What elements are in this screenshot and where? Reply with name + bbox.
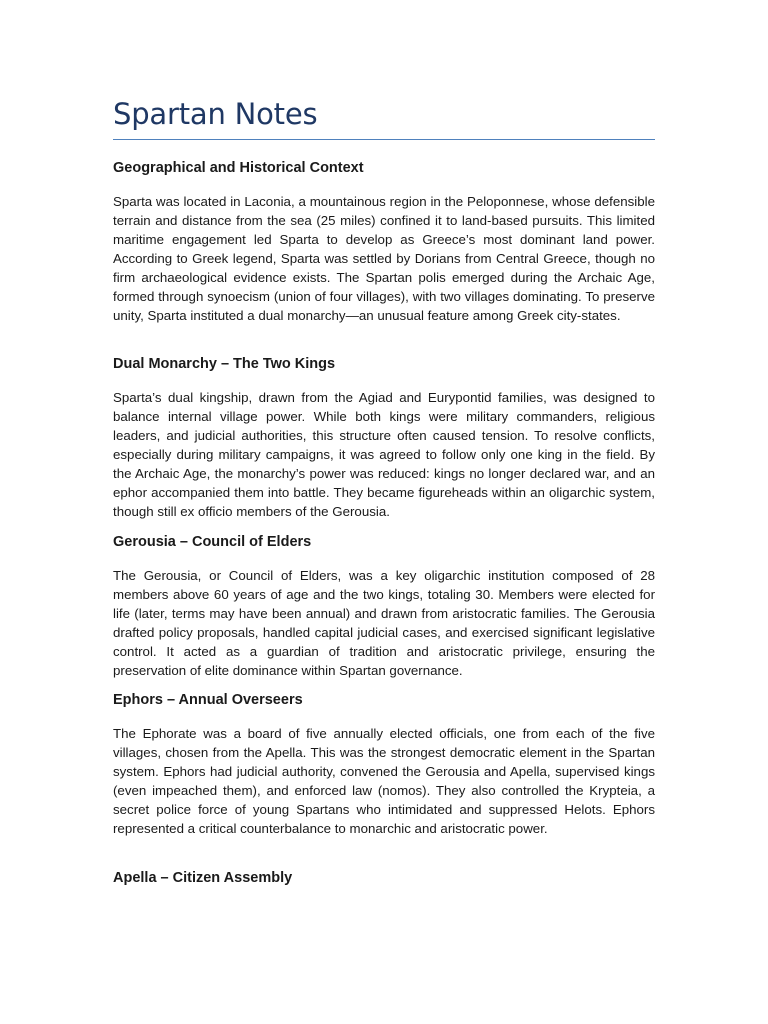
section-body-gerousia: The Gerousia, or Council of Elders, was a key oligarchic institution composed of 28 members above 60 years of age and the two kings, totaling 30. Members were elected for life (later, terms may have been annual) and drawn from aristocratic families. The Gerousia drafted policy proposals, handled capital judicial cases, and exercised significant legislative control. It acted as a guardian of tradition and aristocratic privilege, ensuring the preservation of elite dominance within Spartan governance. bbox=[113, 568, 655, 678]
section-body-ephors: The Ephorate was a board of five annually elected officials, one from each of the five villages, chosen from the Apella. This was the strongest democratic element in the Spartan system. Ephors had judicial authority, convened the Gerousia and Apella, supervised kings (even impeached them), and enforced law (nomos). They also controlled the Krypteia, a secret police force of young Spartans who intimidated and suppressed Helots. Ephors represented a critical counterbalance to monarchic and aristocratic power. bbox=[113, 726, 655, 836]
section-heading-ephors: Ephors – Annual Overseers bbox=[113, 692, 303, 708]
section-heading-apella: Apella – Citizen Assembly bbox=[113, 870, 293, 886]
title-underline-rule bbox=[113, 139, 655, 140]
document-title: Spartan Notes bbox=[113, 97, 318, 131]
section-heading-dual-monarchy: Dual Monarchy – The Two Kings bbox=[113, 356, 336, 372]
section-body-dual-monarchy: Sparta’s dual kingship, drawn from the Agiad and Eurypontid families, was designed to balance internal village power. While both kings were military commanders, religious leaders, and judicial authorities, this structure often caused tension. To resolve conflicts, especially during military campaigns, it was agreed to follow only one king in the field. By the Archaic Age, the monarchy’s power was reduced: kings no longer declared war, and an ephor accompanied them into battle. They became figureheads within an oligarchic system, though still ex officio members of the Gerousia. bbox=[113, 390, 655, 519]
section-heading-geography: Geographical and Historical Context bbox=[113, 160, 364, 176]
section-heading-gerousia: Gerousia – Council of Elders bbox=[113, 534, 312, 550]
section-body-geography: Sparta was located in Laconia, a mountainous region in the Peloponnese, whose defensible terrain and distance from the sea (25 miles) confined it to land-based pursuits. This limited maritime engagement led Sparta to develop as Greece’s most dominant land power. According to Greek legend, Sparta was settled by Dorians from Central Greece, though no firm archaeological evidence exists. The Spartan polis emerged during the Archaic Age, formed through synoecism (union of four villages), with two villages dominating. To preserve unity, Sparta instituted a dual monarchy—an unusual feature among Greek city-states. bbox=[113, 194, 655, 323]
